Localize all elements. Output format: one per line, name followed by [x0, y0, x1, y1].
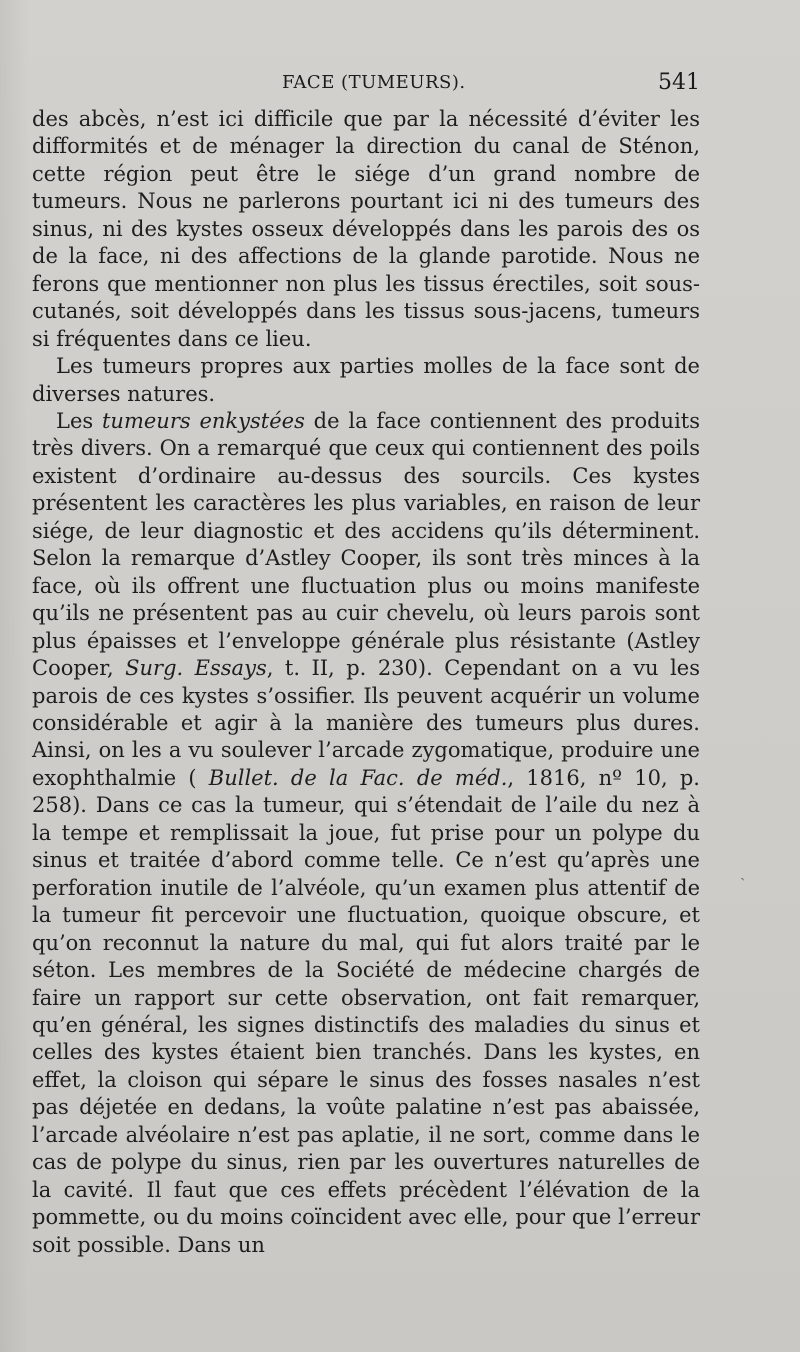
page-number: 541 — [658, 70, 700, 95]
running-head-title: FACE (TUMEURS). — [282, 72, 466, 93]
paragraph-text: , t. II, p. 230). Cependant on a vu les parois de ces kystes s’ossifier. Ils peuvent acquérir un volume considérable et agir à la manière des tumeurs plus dures. Ainsi, on les a vu soulever l’arcade zygomatique, produire une exophthalmie ( — [32, 656, 700, 790]
paragraph-text: de la face contiennent des produits très divers. On a remarqué que ceux qui contiennent des poils existent d’ordinaire au-dessus des sourcils. Ces kystes présentent les caractères les plus variables, en raison de leur siége, de leur diagnostic et des accidens qu’ils déterminent. Selon la remarque d’Astley Cooper, ils sont très minces à la face, où ils offrent une fluctuation plus ou moins manifeste qu’ils ne présentent pas au cuir chevelu, où leurs parois sont plus épaisses et l’enveloppe générale plus résistante (Astley Cooper, — [32, 408, 700, 681]
italic-term: tumeurs enkystées — [101, 408, 305, 433]
italic-citation: Bullet. de la Fac. de méd. — [208, 765, 508, 790]
running-head — [32, 72, 700, 106]
paragraph-text: Les — [56, 408, 102, 433]
paragraph: Les tumeurs propres aux parties molles de la face sont de diverses natures. — [32, 354, 700, 406]
scan-speck: ˎ — [740, 862, 746, 881]
paragraph-continued: des abcès, n’est ici difficile que par la nécessité d’éviter les difformités et de ménager la direction du canal de Sténon, cette région peut être le siége d’un grand nombre de tumeurs. Nous ne parlerons pourtant ici ni des tumeurs des sinus, ni des kystes osseux développés dans les parois des os de la face, ni des affections de la glande parotide. Nous ne ferons que mentionner non plus les tissus érectiles, soit sous-cutanés, soit développés dans les tissus sous-jacens, tumeurs si fréquentes dans ce lieu. — [32, 107, 700, 351]
paragraph-tumeurs-enkystees — [32, 408, 700, 1259]
italic-citation: Surg. Essays — [125, 656, 267, 681]
body-text — [32, 106, 700, 1259]
paragraph-text: , 1816, nº 10, p. 258). Dans ce cas la tumeur, qui s’étendait de l’aile du nez à la tempe et remplissait la joue, fut prise pour un polype du sinus et traitée d’abord comme telle. Ce n’est qu’après une perforation inutile de l’alvéole, qu’un examen plus attentif de la tumeur fit percevoir une fluctuation, quoique obscure, et qu’on reconnut la nature du mal, qui fut alors traité par le séton. Les membres de la Société de médecine chargés de faire un rapport sur cette observation, ont fait remarquer, qu’en général, les signes distinctifs des maladies du sinus et celles des kystes étaient bien tranchés. Dans les kystes, en effet, la cloison qui sépare le sinus des fosses nasales n’est pas déjetée en dedans, la voûte palatine n’est pas abaissée, l’arcade alvéolaire n’est pas aplatie, il ne sort, comme dans le cas de polype du sinus, rien par les ouvertures naturelles de la cavité. Il faut que ces effets précèdent l’élévation de la pommette, ou du moins coïncident avec elle, pour que l’erreur soit possible. Dans un — [32, 765, 700, 1257]
